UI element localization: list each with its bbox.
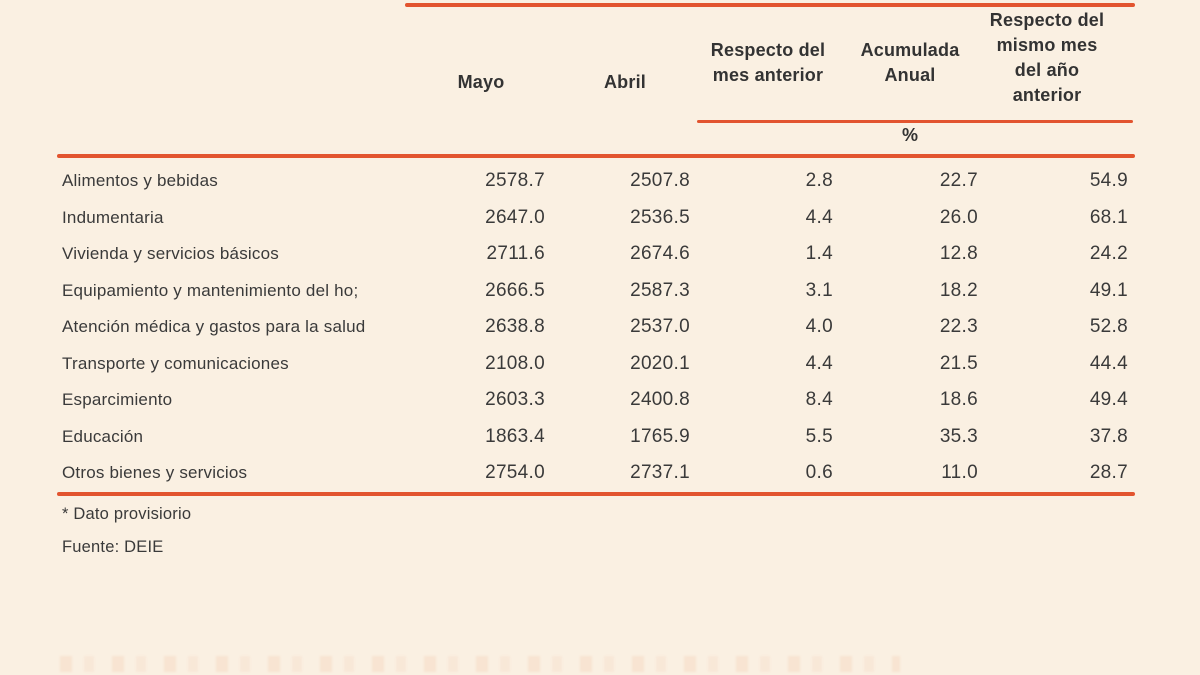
vs-same-month-prev-year-value: 37.8	[1089, 425, 1128, 447]
vs-same-month-prev-year-value: 44.4	[1089, 352, 1128, 374]
header-bottom-rule	[57, 154, 1135, 158]
annual-accum-value: 22.3	[939, 316, 978, 338]
footnote-source: Fuente: DEIE	[62, 538, 164, 556]
abril-value: 2507.8	[630, 170, 690, 192]
vs-prev-month-value: 5.5	[805, 425, 833, 447]
abril-value: 2737.1	[630, 462, 690, 484]
table-row	[57, 346, 1128, 383]
annual-accum-value: 18.6	[939, 389, 978, 411]
percent-group-rule	[697, 120, 1133, 123]
vs-same-month-prev-year-value: 54.9	[1089, 170, 1128, 192]
vs-same-month-prev-year-value: 52.8	[1089, 316, 1128, 338]
annual-accum-value: 12.8	[939, 243, 978, 265]
table-row	[57, 419, 1128, 456]
table-row	[57, 163, 1128, 200]
row-label: Atención médica y gastos para la salud	[62, 317, 366, 337]
mayo-value: 2638.8	[485, 316, 545, 338]
percent-unit-label: %	[901, 125, 918, 145]
vs-prev-month-value: 4.0	[805, 316, 833, 338]
table-row	[57, 455, 1128, 492]
vs-prev-month-value: 3.1	[805, 279, 833, 301]
annual-accum-value: 11.0	[941, 462, 978, 484]
mayo-value: 2754.0	[485, 462, 545, 484]
column-header-abril: Abril	[603, 72, 646, 92]
cutoff-text-artifact	[60, 656, 900, 672]
vs-same-month-prev-year-value: 68.1	[1089, 206, 1128, 228]
row-label: Indumentaria	[62, 207, 164, 227]
vs-same-month-prev-year-value: 49.4	[1089, 389, 1128, 411]
abril-value: 1765.9	[630, 425, 690, 447]
mayo-value: 2603.3	[485, 389, 545, 411]
column-header-mayo: Mayo	[457, 72, 505, 92]
vs-prev-month-value: 0.6	[805, 462, 833, 484]
table-bottom-rule	[57, 492, 1135, 496]
vs-prev-month-value: 8.4	[805, 389, 833, 411]
mayo-value: 2647.0	[485, 206, 545, 228]
row-label: Alimentos y bebidas	[62, 171, 218, 191]
row-label: Educación	[62, 426, 144, 446]
mayo-value: 1863.4	[485, 425, 545, 447]
annual-accum-value: 21.5	[939, 352, 978, 374]
vs-same-month-prev-year-value: 24.2	[1089, 243, 1128, 265]
vs-prev-month-value: 2.8	[805, 170, 833, 192]
annual-accum-value: 18.2	[939, 279, 978, 301]
table-row	[57, 273, 1128, 310]
table-row	[57, 309, 1128, 346]
annual-accum-value: 35.3	[939, 425, 978, 447]
abril-value: 2674.6	[630, 243, 690, 265]
mayo-value: 2108.0	[485, 352, 545, 374]
table-body	[57, 163, 1135, 492]
annual-accum-value: 26.0	[939, 206, 978, 228]
table-row	[57, 236, 1128, 273]
abril-value: 2020.1	[630, 352, 690, 374]
column-header-vs-prev-month: Respecto del mes anterior	[710, 40, 826, 85]
vs-prev-month-value: 4.4	[805, 352, 833, 374]
row-label: Vivienda y servicios básicos	[62, 244, 279, 264]
row-label: Otros bienes y servicios	[62, 463, 248, 483]
footnote-provisional: * Dato provisiorio	[62, 505, 192, 523]
row-label: Transporte y comunicaciones	[62, 353, 289, 373]
abril-value: 2587.3	[630, 279, 690, 301]
vs-same-month-prev-year-value: 28.7	[1089, 462, 1128, 484]
abril-value: 2536.5	[630, 206, 690, 228]
abril-value: 2400.8	[630, 389, 690, 411]
column-header-vs-same-month-prev-year: Respecto del mismo mes del año anterior	[989, 10, 1105, 105]
table-top-rule	[405, 3, 1135, 7]
annual-accum-value: 22.7	[939, 170, 978, 192]
mayo-value: 2578.7	[485, 170, 545, 192]
vs-same-month-prev-year-value: 49.1	[1089, 279, 1128, 301]
column-header-annual-accum: Acumulada Anual	[860, 40, 960, 85]
mayo-value: 2666.5	[485, 279, 545, 301]
abril-value: 2537.0	[630, 316, 690, 338]
table-row	[57, 382, 1128, 419]
row-label: Esparcimiento	[62, 390, 173, 410]
mayo-value: 2711.6	[486, 243, 545, 265]
vs-prev-month-value: 1.4	[805, 243, 833, 265]
vs-prev-month-value: 4.4	[805, 206, 833, 228]
row-label: Equipamiento y mantenimiento del ho;	[62, 280, 359, 300]
table-row	[57, 200, 1128, 237]
